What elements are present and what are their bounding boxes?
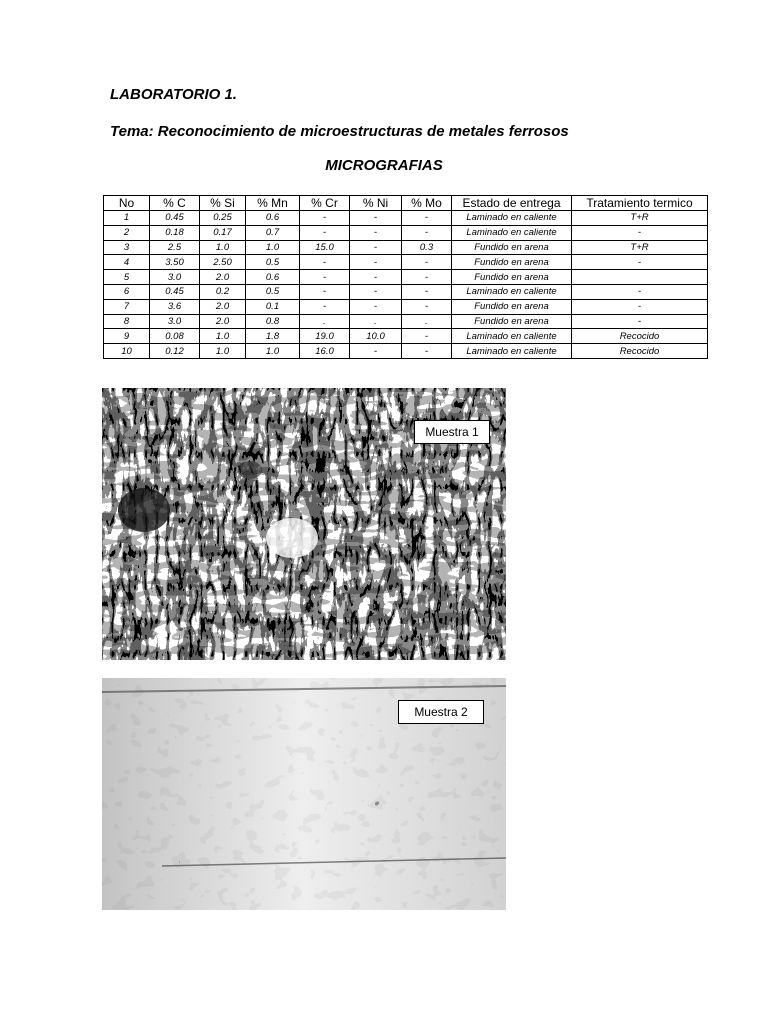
table-cell: 10 (104, 344, 150, 359)
table-cell: 5 (104, 270, 150, 285)
table-row (104, 240, 708, 255)
table-cell: 0.45 (150, 284, 200, 299)
table-cell: - (300, 299, 350, 314)
table-cell: 2.5 (150, 240, 200, 255)
table-cell: - (350, 344, 402, 359)
table-cell: - (402, 344, 452, 359)
table-cell: 10.0 (350, 329, 402, 344)
table-cell: 3.50 (150, 255, 200, 270)
table-cell: - (350, 284, 402, 299)
table-cell: Fundido en arena (452, 314, 572, 329)
column-header: % Cr (300, 196, 350, 211)
table-cell: Laminado en caliente (452, 211, 572, 226)
table-cell: - (402, 299, 452, 314)
table-cell: 0.17 (200, 225, 246, 240)
table-cell: 9 (104, 329, 150, 344)
table-cell: - (572, 225, 708, 240)
table-cell: 0.7 (246, 225, 300, 240)
column-header: % Mn (246, 196, 300, 211)
column-header: Tratamiento termico (572, 196, 708, 211)
table-cell: - (350, 225, 402, 240)
table-cell: 1.0 (246, 240, 300, 255)
table-cell: 0.45 (150, 211, 200, 226)
table-cell: 2.50 (200, 255, 246, 270)
table-cell: 0.6 (246, 270, 300, 285)
table-cell: 1.0 (200, 240, 246, 255)
table-cell: 0.6 (246, 211, 300, 226)
table-cell: 1.0 (200, 329, 246, 344)
table-cell: . (350, 314, 402, 329)
table-cell: - (572, 299, 708, 314)
table-cell: - (300, 225, 350, 240)
table-cell: 3.0 (150, 314, 200, 329)
table-cell: - (300, 255, 350, 270)
table-cell: 0.18 (150, 225, 200, 240)
table-cell: 0.25 (200, 211, 246, 226)
table-cell: 2.0 (200, 314, 246, 329)
table-cell (572, 270, 708, 285)
table-cell: 0.5 (246, 284, 300, 299)
column-header: % Mo (402, 196, 452, 211)
table-cell: - (402, 284, 452, 299)
table-cell: 2.0 (200, 299, 246, 314)
table-cell: - (572, 284, 708, 299)
table-row (104, 344, 708, 359)
table-cell: - (402, 255, 452, 270)
table-cell: 1 (104, 211, 150, 226)
table-cell: 1.0 (200, 344, 246, 359)
table-cell: - (300, 211, 350, 226)
table-cell: - (300, 270, 350, 285)
table-cell: - (572, 255, 708, 270)
table-cell: 3.6 (150, 299, 200, 314)
table-cell: - (402, 329, 452, 344)
lab-title: LABORATORIO 1. (110, 86, 237, 103)
topic-heading: Tema: Reconocimiento de microestructuras de metales ferrosos (110, 123, 569, 140)
table-cell: - (350, 211, 402, 226)
table-cell: 2 (104, 225, 150, 240)
table-cell: 0.8 (246, 314, 300, 329)
table-cell: T+R (572, 240, 708, 255)
table-cell: 4 (104, 255, 150, 270)
column-header: Estado de entrega (452, 196, 572, 211)
table-row (104, 270, 708, 285)
table-cell: 16.0 (300, 344, 350, 359)
table-row (104, 299, 708, 314)
table-row (104, 211, 708, 226)
table-cell: 8 (104, 314, 150, 329)
table-cell: Fundido en arena (452, 270, 572, 285)
table-cell: . (402, 314, 452, 329)
table-cell: . (300, 314, 350, 329)
table-row (104, 284, 708, 299)
table-cell: 0.3 (402, 240, 452, 255)
table-cell: 2.0 (200, 270, 246, 285)
table-cell: - (572, 314, 708, 329)
column-header: % Si (200, 196, 246, 211)
table-cell: 0.12 (150, 344, 200, 359)
table-row (104, 255, 708, 270)
table-cell: Recocido (572, 329, 708, 344)
table-cell: T+R (572, 211, 708, 226)
table-cell: 6 (104, 284, 150, 299)
table-cell: - (350, 299, 402, 314)
micrograph-2-label: Muestra 2 (398, 700, 484, 724)
table-cell: Fundido en arena (452, 299, 572, 314)
table-cell: - (300, 284, 350, 299)
table-cell: 19.0 (300, 329, 350, 344)
table-row (104, 314, 708, 329)
section-title: MICROGRAFIAS (325, 157, 443, 174)
table-cell: 3 (104, 240, 150, 255)
table-cell: 1.0 (246, 344, 300, 359)
table-cell: Fundido en arena (452, 240, 572, 255)
table-cell: 3.0 (150, 270, 200, 285)
table-cell: - (350, 240, 402, 255)
table-cell: - (402, 211, 452, 226)
table-row (104, 225, 708, 240)
table-cell: 0.08 (150, 329, 200, 344)
table-cell: Laminado en caliente (452, 344, 572, 359)
table-cell: - (350, 255, 402, 270)
table-cell: Laminado en caliente (452, 284, 572, 299)
table-cell: 0.2 (200, 284, 246, 299)
table-cell: 7 (104, 299, 150, 314)
table-cell: - (402, 225, 452, 240)
table-cell: Recocido (572, 344, 708, 359)
table-cell: 1.8 (246, 329, 300, 344)
composition-table (103, 195, 708, 359)
table-cell: - (350, 270, 402, 285)
table-cell: 0.5 (246, 255, 300, 270)
column-header: No (104, 196, 150, 211)
table-row (104, 329, 708, 344)
table-cell: - (402, 270, 452, 285)
table-cell: 15.0 (300, 240, 350, 255)
table-cell: 0.1 (246, 299, 300, 314)
table-cell: Laminado en caliente (452, 329, 572, 344)
table-cell: Fundido en arena (452, 255, 572, 270)
table-header-row (104, 196, 708, 211)
micrograph-1-label: Muestra 1 (414, 420, 490, 444)
column-header: % Ni (350, 196, 402, 211)
table-cell: Laminado en caliente (452, 225, 572, 240)
column-header: % C (150, 196, 200, 211)
